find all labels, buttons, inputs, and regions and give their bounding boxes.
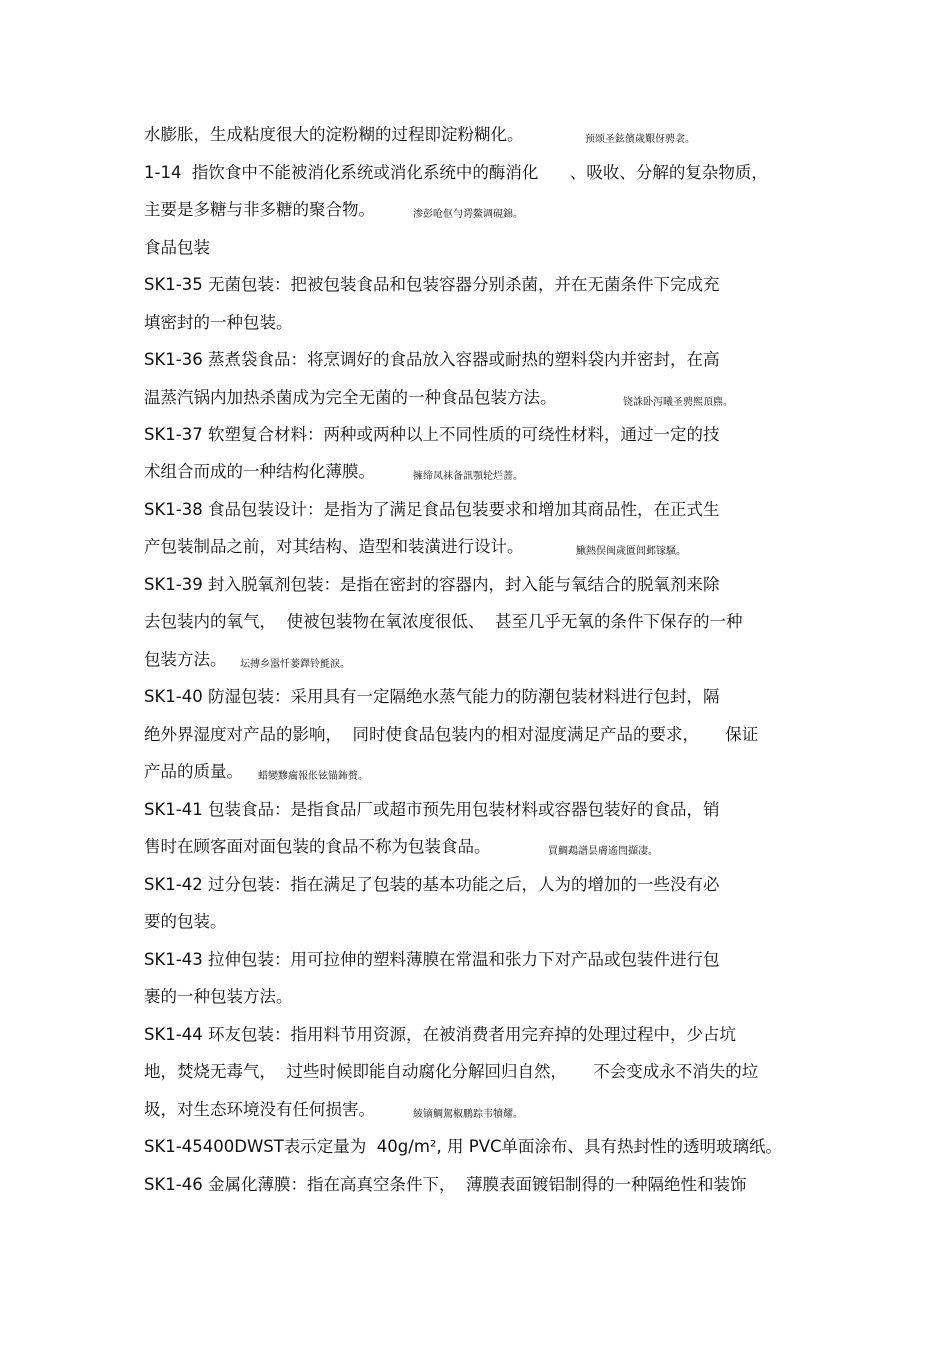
line-text: 1-14 指饮食中不能被消化系统或消化系统中的酶消化 、吸收、分解的复杂物质， xyxy=(144,163,768,182)
line-text: SK1-42 过分包装：指在满足了包装的基本功能之后，人为的增加的一些没有必 xyxy=(144,875,720,894)
line-text: SK1-40 防湿包装：采用具有一定隔绝水蒸气能力的防潮包装材料进行包封，隔 xyxy=(144,687,720,706)
line-text: 去包装内的氧气， 使被包装物在氧浓度很低、 甚至几乎无氧的条件下保存的一种 xyxy=(144,612,743,631)
garbled-text: 蜡變黲癘報伥铉锚鈽赘。 xyxy=(258,771,368,782)
garbled-text: 预颂圣鉉儐歲艱伢骋衾。 xyxy=(585,134,695,145)
garbled-text: 綾镝鯛駕椒鹏踪韦犢耀。 xyxy=(413,1109,523,1120)
garbled-text: 擁缔凤袜备訊顎轮烂蔷。 xyxy=(413,471,523,482)
text-line xyxy=(144,388,557,408)
text-line xyxy=(144,987,293,1007)
text-line xyxy=(144,1137,782,1157)
garbled-text: 渗彭呛伛勻谔鰲调硯錦。 xyxy=(413,209,523,220)
line-text: 主要是多糖与非多糖的聚合物。 xyxy=(144,200,375,219)
text-line xyxy=(144,650,227,670)
line-text: 包装方法。 xyxy=(144,650,227,669)
text-line xyxy=(144,612,742,632)
text-line xyxy=(144,725,758,745)
text-line xyxy=(144,1062,758,1082)
text-line xyxy=(144,687,720,707)
line-text: SK1-44 环友包装：指用料节用资源，在被消费者用完弃掉的处理过程中，少占坑 xyxy=(144,1025,736,1044)
line-text: 术组合而成的一种结构化薄膜。 xyxy=(144,462,375,481)
line-text: 圾，对生态环境没有任何损害。 xyxy=(144,1100,375,1119)
text-line xyxy=(144,500,720,520)
text-line xyxy=(144,800,720,820)
line-text: SK1-39 封入脱氧剂包装：是指在密封的容器内，封入能与氧结合的脱氧剂来除 xyxy=(144,575,720,594)
text-line xyxy=(144,275,720,295)
line-text: SK1-46 金属化薄膜：指在高真空条件下， 薄膜表面镀铝制得的一种隔绝性和装饰 xyxy=(144,1175,747,1194)
section-heading xyxy=(144,238,210,258)
line-text: 地，焚烧无毒气， 过些时候即能自动腐化分解回归自然， 不会变成永不消失的垃 xyxy=(144,1062,759,1081)
line-text: 售时在顾客面对面包装的食品不称为包装食品。 xyxy=(144,837,491,856)
line-text: SK1-45400DWST表示定量为 40g/m², 用 PVC单面涂布、具有热封性的透明玻璃纸。 xyxy=(144,1137,783,1156)
garbled-text: 坛摶乡嚣忏蒌鐸铃氈淚。 xyxy=(240,659,350,670)
text-line xyxy=(144,1025,736,1045)
line-text: 食品包装 xyxy=(144,238,210,257)
line-text: 产品的质量。 xyxy=(144,762,243,781)
line-text: SK1-38 食品包装设计：是指为了满足食品包装要求和增加其商品性，在正式生 xyxy=(144,500,720,519)
text-line xyxy=(144,1175,746,1195)
line-text: SK1-41 包装食品：是指食品厂或超市预先用包装材料或容器包装好的食品，销 xyxy=(144,800,720,819)
line-text: 绝外界湿度对产品的影响， 同时使食品包装内的相对湿度满足产品的要求， 保证 xyxy=(144,725,759,744)
text-line xyxy=(144,125,524,145)
line-text: SK1-43 拉伸包装：用可拉伸的塑料薄膜在常温和张力下对产品或包装件进行包 xyxy=(144,950,720,969)
text-line xyxy=(144,762,243,782)
line-text: SK1-36 蒸煮袋食品：将烹调好的食品放入容器或耐热的塑料袋内并密封，在高 xyxy=(144,350,720,369)
line-text: 水膨胀，生成粘度很大的淀粉糊的过程即淀粉糊化。 xyxy=(144,125,524,144)
text-line xyxy=(144,950,720,970)
text-line xyxy=(144,462,375,482)
text-line xyxy=(144,313,293,333)
text-line xyxy=(144,200,375,220)
line-text: 填密封的一种包装。 xyxy=(144,313,293,332)
text-line xyxy=(144,912,227,932)
garbled-text: 買鯛鵡譜昙膚遙閆擷凄。 xyxy=(548,846,658,857)
line-text: SK1-37 软塑复合材料：两种或两种以上不同性质的可绕性材料，通过一定的技 xyxy=(144,425,720,444)
line-text: 要的包装。 xyxy=(144,912,227,931)
line-text: 温蒸汽锅内加热杀菌成为完全无菌的一种食品包装方法。 xyxy=(144,388,557,407)
garbled-text: 铙誅卧泻曦圣骋煕頂麃。 xyxy=(623,397,733,408)
line-text: 产包装制品之前，对其结构、造型和装潢进行设计。 xyxy=(144,537,524,556)
text-line xyxy=(144,575,720,595)
text-line xyxy=(144,425,720,445)
line-text: 裹的一种包装方法。 xyxy=(144,987,293,1006)
text-line xyxy=(144,350,720,370)
text-line xyxy=(144,837,491,857)
line-text: SK1-35 无菌包装：把被包装食品和包装容器分别杀菌，并在无菌条件下完成充 xyxy=(144,275,720,294)
garbled-text: 鰍熱俣闽歲匱闾邺镓騒。 xyxy=(576,546,686,557)
text-line xyxy=(144,163,768,183)
text-line xyxy=(144,1100,375,1120)
text-line xyxy=(144,537,524,557)
text-line xyxy=(144,875,720,895)
